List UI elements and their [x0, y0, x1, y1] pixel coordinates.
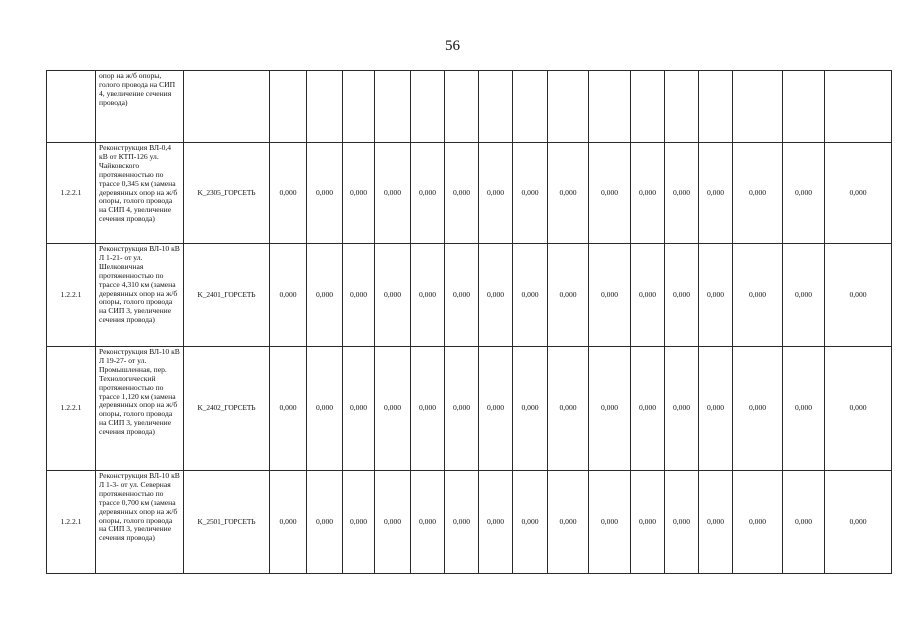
value-cell: 0,000 [343, 471, 375, 574]
value-cell: 0,000 [783, 143, 825, 244]
value-cell [733, 71, 783, 143]
value-cell: 0,000 [270, 244, 307, 347]
value-cell: 0,000 [411, 244, 445, 347]
value-cell: 0,000 [411, 471, 445, 574]
project-description: опор на ж/б опоры, голого провода на СИП 4, увеличение сечения провода) [96, 71, 184, 143]
value-cell: 0,000 [270, 143, 307, 244]
row-number: 1.2.2.1 [47, 244, 96, 347]
value-cell [589, 71, 631, 143]
value-cell: 0,000 [699, 143, 733, 244]
project-description: Реконструкция ВЛ-0,4 кВ от КТП-126 ул. Чайковского протяженностью по трассе 0,345 км (замена деревянных опор на ж/б опоры, голого провода на СИП 4, увеличение сечения провода) [96, 143, 184, 244]
value-cell: 0,000 [375, 143, 411, 244]
project-code: K_2501_ГОРСЕТЬ [184, 471, 270, 574]
value-cell: 0,000 [589, 143, 631, 244]
value-cell: 0,000 [589, 471, 631, 574]
value-cell: 0,000 [307, 347, 343, 471]
value-cell: 0,000 [665, 143, 699, 244]
value-cell: 0,000 [825, 143, 892, 244]
project-description: Реконструкция ВЛ-10 кВ Л 1-21- от ул. Шелковичная протяженностью по трассе 4,310 км (замена деревянных опор на ж/б опоры, голого провода на СИП 3, увеличение сечения провода) [96, 244, 184, 347]
value-cell [631, 71, 665, 143]
value-cell: 0,000 [589, 244, 631, 347]
row-number [47, 71, 96, 143]
value-cell: 0,000 [783, 244, 825, 347]
value-cell: 0,000 [733, 471, 783, 574]
value-cell [665, 71, 699, 143]
value-cell: 0,000 [548, 143, 589, 244]
value-cell: 0,000 [270, 347, 307, 471]
value-cell: 0,000 [343, 143, 375, 244]
project-code: K_2402_ГОРСЕТЬ [184, 347, 270, 471]
table-row [47, 347, 892, 471]
value-cell: 0,000 [783, 471, 825, 574]
project-description: Реконструкция ВЛ-10 кВ Л 19-27- от ул. Промышленная, пер. Технологический протяженностью по трассе 1,120 км (замена деревянных опор на ж/б опоры, голого провода на СИП 3, увеличение сечения провода) [96, 347, 184, 471]
value-cell: 0,000 [631, 347, 665, 471]
value-cell: 0,000 [411, 143, 445, 244]
value-cell: 0,000 [825, 244, 892, 347]
value-cell: 0,000 [733, 244, 783, 347]
value-cell [307, 71, 343, 143]
value-cell: 0,000 [699, 244, 733, 347]
value-cell: 0,000 [589, 347, 631, 471]
value-cell: 0,000 [665, 471, 699, 574]
row-number: 1.2.2.1 [47, 347, 96, 471]
value-cell [513, 71, 548, 143]
value-cell: 0,000 [445, 143, 479, 244]
value-cell: 0,000 [733, 347, 783, 471]
table-row [47, 244, 892, 347]
table-row [47, 143, 892, 244]
value-cell: 0,000 [733, 143, 783, 244]
value-cell [445, 71, 479, 143]
value-cell: 0,000 [411, 347, 445, 471]
value-cell: 0,000 [479, 143, 513, 244]
table-body [47, 71, 892, 574]
value-cell: 0,000 [513, 347, 548, 471]
value-cell: 0,000 [548, 244, 589, 347]
value-cell: 0,000 [375, 471, 411, 574]
value-cell: 0,000 [825, 471, 892, 574]
investment-table [46, 70, 892, 574]
value-cell: 0,000 [307, 143, 343, 244]
value-cell: 0,000 [445, 471, 479, 574]
value-cell: 0,000 [631, 471, 665, 574]
value-cell: 0,000 [343, 244, 375, 347]
value-cell: 0,000 [375, 347, 411, 471]
value-cell: 0,000 [699, 347, 733, 471]
value-cell: 0,000 [343, 347, 375, 471]
value-cell: 0,000 [825, 347, 892, 471]
value-cell [343, 71, 375, 143]
page-number: 56 [445, 38, 460, 54]
value-cell [270, 71, 307, 143]
value-cell: 0,000 [783, 347, 825, 471]
value-cell: 0,000 [513, 244, 548, 347]
value-cell: 0,000 [445, 244, 479, 347]
value-cell: 0,000 [479, 244, 513, 347]
value-cell: 0,000 [307, 471, 343, 574]
project-code [184, 71, 270, 143]
value-cell: 0,000 [548, 347, 589, 471]
table-row [47, 471, 892, 574]
value-cell: 0,000 [445, 347, 479, 471]
value-cell: 0,000 [479, 471, 513, 574]
value-cell [548, 71, 589, 143]
value-cell: 0,000 [479, 347, 513, 471]
value-cell: 0,000 [631, 143, 665, 244]
value-cell [783, 71, 825, 143]
value-cell: 0,000 [665, 244, 699, 347]
value-cell [825, 71, 892, 143]
project-code: K_2305_ГОРСЕТЬ [184, 143, 270, 244]
value-cell: 0,000 [270, 471, 307, 574]
value-cell [699, 71, 733, 143]
value-cell: 0,000 [513, 143, 548, 244]
table-row [47, 71, 892, 143]
value-cell: 0,000 [665, 347, 699, 471]
value-cell: 0,000 [548, 471, 589, 574]
value-cell [375, 71, 411, 143]
project-description: Реконструкция ВЛ-10 кВ Л 1-3- от ул. Северная протяженностью по трассе 0,700 км (замена деревянных опор на ж/б опоры, голого провода на СИП 3, увеличение сечения провода) [96, 471, 184, 574]
value-cell [411, 71, 445, 143]
value-cell: 0,000 [513, 471, 548, 574]
value-cell: 0,000 [307, 244, 343, 347]
value-cell: 0,000 [699, 471, 733, 574]
value-cell [479, 71, 513, 143]
row-number: 1.2.2.1 [47, 143, 96, 244]
value-cell: 0,000 [375, 244, 411, 347]
row-number: 1.2.2.1 [47, 471, 96, 574]
project-code: K_2401_ГОРСЕТЬ [184, 244, 270, 347]
value-cell: 0,000 [631, 244, 665, 347]
